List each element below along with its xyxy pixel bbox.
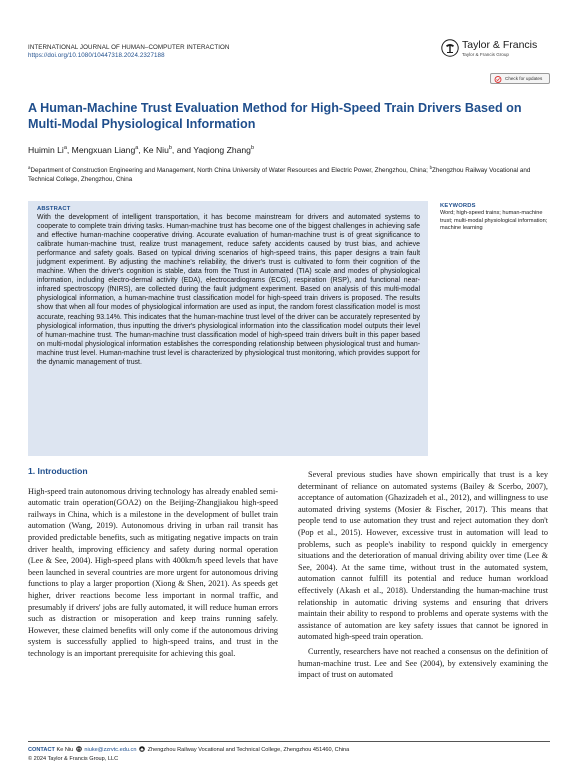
author-name[interactable]: Mengxuan Liang bbox=[71, 145, 136, 155]
author-list bbox=[28, 145, 548, 155]
check-for-updates-label: Check for updates bbox=[505, 76, 543, 81]
contact-label: CONTACT bbox=[28, 747, 55, 753]
author-name[interactable]: Ke Niu bbox=[143, 145, 169, 155]
body-column-left bbox=[28, 466, 278, 660]
author-separator: , and bbox=[171, 145, 194, 155]
affiliations bbox=[28, 163, 538, 185]
body-paragraph: High-speed train autonomous driving technology has already enabled semi-automatic train operation(GOA2) on the Beijing-Zhangjiakou high-speed railways in China, which is a milestone in the development of bullet train automation (Wang, 2019). Autonomous driving in urban rail transit has provided predictable benefits, such as mitigating negative impacts on train driver health, improving efficiency and safety during normal operation (Lee & See, 2004). High-speed plans with 400km/h speed levels that have been launched in several countries are more urgent for autonomous driving functions to play a larger proportion (Xiong & Shen, 2021). As speeds get higher, driver reactions become less important in normal traffic, and presumably if drivers' jobs are fully automated, it will reduce human errors such as distraction or misoperation and keep trains running safely. However, these claimed benefits will only come if the autonomous driving system is successfully applied to high-speed trains, and trust in the technology is an important prerequisite for achieving this goal. bbox=[28, 486, 278, 658]
author-affil-sup: a bbox=[135, 145, 139, 152]
keywords-text: Word; high-speed trains; human-machine trust; multi-modal physiological information; machine learning bbox=[440, 210, 548, 232]
affil-sup-b: b bbox=[429, 165, 433, 170]
author-affil-sup: a bbox=[63, 145, 67, 152]
footer-divider bbox=[28, 741, 550, 742]
author-separator: , bbox=[138, 145, 144, 155]
paper-title: A Human-Machine Trust Evaluation Method for High-Speed Train Drivers Based on Multi-Modal Physiological Information bbox=[28, 101, 522, 131]
doi-link[interactable]: https://doi.org/10.1080/10447318.2024.2327188 bbox=[28, 52, 165, 59]
journal-name: INTERNATIONAL JOURNAL OF HUMAN–COMPUTER INTERACTION bbox=[28, 44, 230, 51]
body-paragraph: Several previous studies have shown empirically that trust is a key determinant of reliance on automated systems (Bailey & Scerbo, 2007), acceptance of automation (Ghazizadeh et al., 2012), and willingness to use automated driving systems (Mosier & Fischer, 2017). This means that people tend to use automation they trust and reject automation they don't (Pop et al., 2015). However, excessive trust in automation will lead to problems, such as people's inability to respond quickly in emergency situations and the deterioration of manual driving ability over time (Lee & See, 2004). At the same time, without trust in the automated system, automation cannot fulfill its potential and reduce human workload effectively (Akash et al., 2018). Understanding the human-machine trust relationship in automatic driving systems and ensuring that drivers maintain their ability to respond to problems and operate systems with the assistance of automation are key safety issues that cannot be ignored in automated high-speed train operation. bbox=[298, 470, 548, 642]
abstract-box bbox=[28, 201, 428, 456]
author-affil-sup: b bbox=[250, 145, 254, 152]
publisher-logo bbox=[441, 38, 551, 60]
keywords-heading: KEYWORDS bbox=[440, 203, 476, 209]
check-for-updates-button[interactable] bbox=[490, 73, 550, 84]
body-paragraph: Currently, researchers have not reached a consensus on the definition of human-machine trust. Lee and See (2004), by extensively examining the impact of trust on automated bbox=[298, 646, 548, 680]
abstract-heading: ABSTRACT bbox=[37, 206, 71, 212]
publisher-name: Taylor & Francis bbox=[462, 39, 538, 51]
author-name[interactable]: Yaqiong Zhang bbox=[193, 145, 251, 155]
affil-sup-a: a bbox=[28, 165, 31, 170]
affiliation-b: Zhengzhou Railway Vocational and Technical College, Zhengzhou, China bbox=[28, 167, 531, 184]
journal-header bbox=[28, 44, 348, 60]
contact-email-link[interactable]: niuke@zzrvtc.edu.cn bbox=[84, 747, 137, 753]
affiliation-a: Department of Construction Engineering and Management, North China University of Water Resources and Electric Power, Zhengzhou, China; bbox=[30, 167, 430, 175]
body-column-right bbox=[298, 469, 548, 681]
author-affil-sup: b bbox=[168, 145, 172, 152]
address-icon bbox=[139, 746, 145, 752]
copyright: © 2024 Taylor & Francis Group, LLC bbox=[28, 756, 119, 762]
author-name[interactable]: Huimin Li bbox=[28, 145, 64, 155]
email-icon bbox=[76, 746, 82, 752]
abstract-text: With the development of intelligent transportation, it has become mainstream for drivers and automated systems to cooperate to complete train driving tasks. Human-machine trust has become one of the biggest challenges in achieving safe and effective human-machine cooperative driving. Accurate evaluation of human-machine trust is of great significance to calibrate human-machine trust, realize trust management, reduce safety accidents caused by trust bias, and achieve performance and safety goals. Based on typical driving scenarios of high-speed trains, this paper designs a train fault judgment experiment. By adjusting the machine's reliability, the driver's trust is cultivated to form their cognition of the machine. When the driver's cognition is stable, data from the Trust in Automated (TIA) scale and modes of physiological information, including electro-dermal activity (EDA), electrocardiograms (ECG), respiration (RSP), and functional near-infrared spectroscopy (fNIRS), are collected during the fault judgment experiment. Based on analysis of this multi-modal physiological information, a human-machine trust classification model for high-speed train drivers is proposed. The results show that when all four modes of physiological information are used as input, the random forest classification model is most accurate, reaching 93.14%. This indicates that the human-machine trust level of the driver can be accurately represented by physiological information, thus inputting the driver's physiological information into the classification model outputs their level of human-machine trust. The human-machine trust classification model of high-speed train drivers built in this paper based on multi-modal physiological information establishes the corresponding relationship between physiological trust and human-machine trust level. Human-machine trust level is characterized by physiological trust monitoring, which provides support for the dynamic management of trust. bbox=[37, 214, 420, 366]
publisher-subname: Taylor & Francis Group bbox=[462, 52, 509, 57]
contact-address: Zhengzhou Railway Vocational and Technical College, Zhengzhou 451460, China bbox=[147, 747, 350, 753]
refresh-check-icon bbox=[494, 76, 502, 83]
section-heading: 1. Introduction bbox=[28, 466, 88, 476]
taylor-francis-logo-icon bbox=[441, 39, 459, 57]
contact-name: Ke Niu bbox=[56, 747, 74, 753]
keywords-panel bbox=[440, 203, 550, 233]
contact-line bbox=[28, 746, 550, 753]
author-separator: , bbox=[66, 145, 72, 155]
